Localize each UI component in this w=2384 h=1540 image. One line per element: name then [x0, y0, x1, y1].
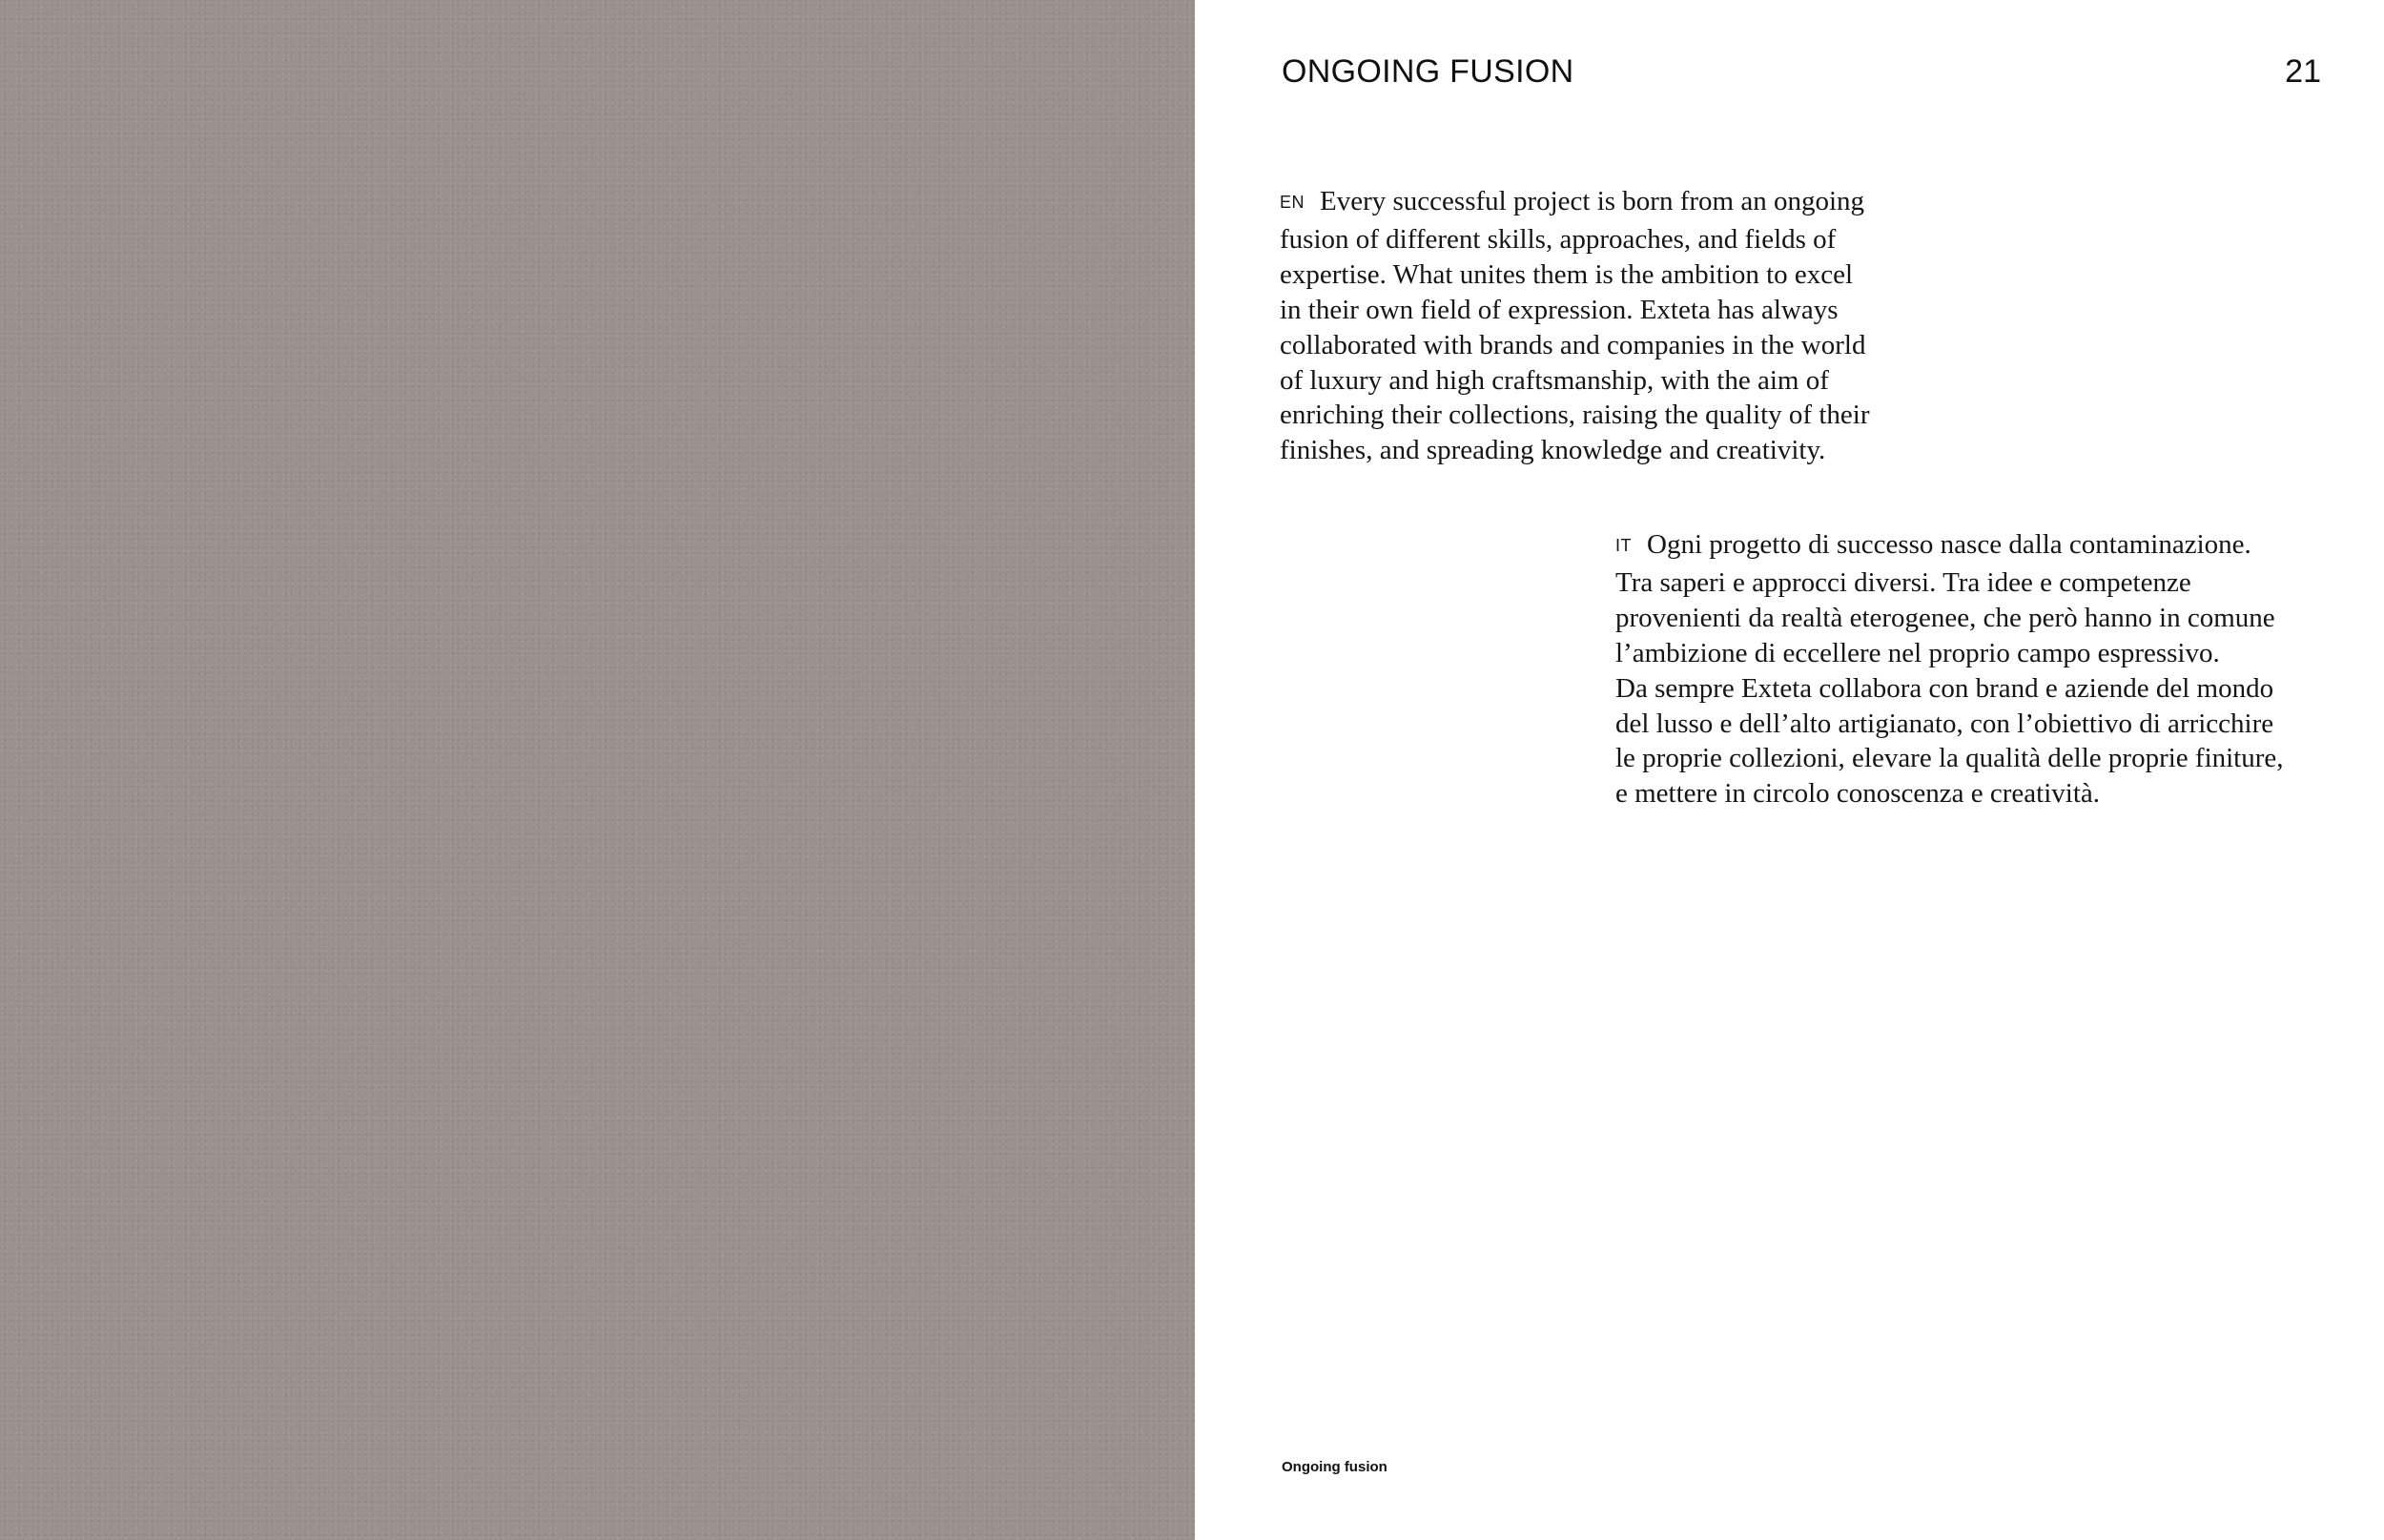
paragraph-line: le proprie collezioni, elevare la qualità delle proprie finiture,	[1615, 743, 2284, 774]
paragraph-line: Da sempre Exteta collabora con brand e aziende del mondo	[1615, 672, 2274, 704]
english-paragraph	[1280, 184, 1947, 468]
language-code-it: IT	[1615, 536, 1632, 555]
paragraph-line: EN Every successful project is born from an ongoing	[1280, 186, 1865, 216]
paragraph-line: e mettere in circolo conoscenza e creatività.	[1615, 778, 2101, 810]
paragraph-line: Tra saperi e approcci diversi. Tra idee e competenze	[1615, 566, 2191, 598]
paragraph-line: finishes, and spreading knowledge and creativity.	[1280, 435, 1826, 466]
paragraph-line: fusion of different skills, approaches, and fields of	[1280, 223, 1837, 255]
paragraph-line: of luxury and high craftsmanship, with the aim of	[1280, 364, 1829, 396]
paragraph-line: collaborated with brands and companies in the world	[1280, 329, 1866, 360]
paragraph-line: in their own field of expression. Exteta has always	[1280, 294, 1839, 325]
page-number: 21	[2285, 53, 2321, 90]
paragraph-line: l’ambizione di eccellere nel proprio campo espressivo.	[1615, 637, 2220, 668]
italian-paragraph	[1615, 527, 2378, 811]
page-title: ONGOING FUSION	[1282, 53, 1574, 90]
paragraph-line: provenienti da realtà eterogenee, che però hanno in comune	[1615, 602, 2275, 633]
paragraph-line: del lusso e dell’alto artigianato, con l’obiettivo di arricchire	[1615, 708, 2274, 739]
paragraph-line: enriching their collections, raising the quality of their	[1280, 400, 1870, 431]
paragraph-line: IT Ogni progetto di successo nasce dalla contaminazione.	[1615, 529, 2251, 560]
running-footer: Ongoing fusion	[1282, 1459, 1387, 1475]
paragraph-line: expertise. What unites them is the ambition to excel	[1280, 258, 1854, 290]
language-code-en: EN	[1280, 193, 1305, 212]
